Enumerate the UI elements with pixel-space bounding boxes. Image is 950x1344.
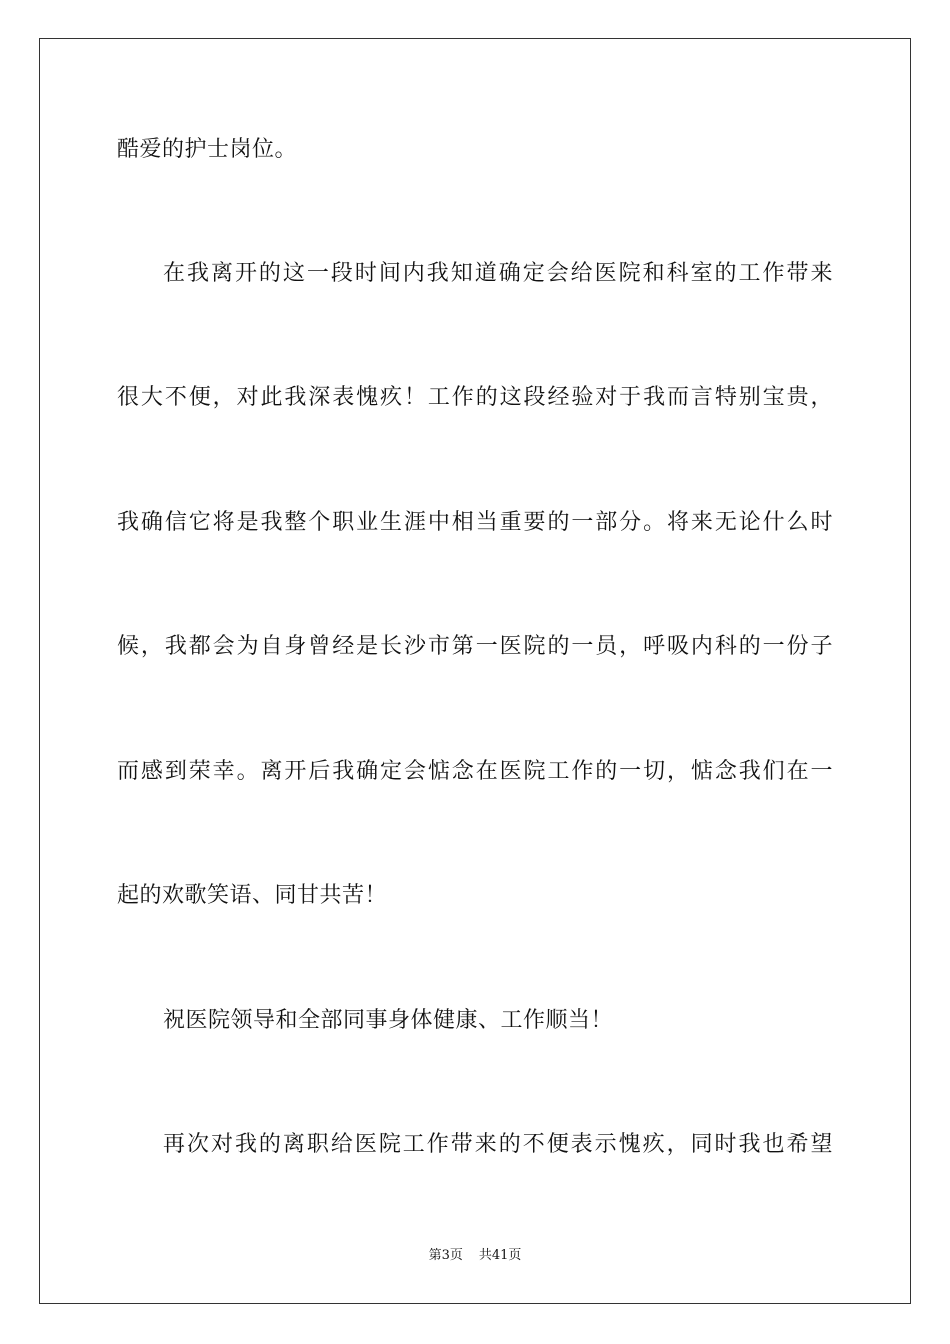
text-line-9: 再次对我的离职给医院工作带来的不便表示愧疚，同时我也希望 — [163, 1132, 833, 1157]
text-line-4: 我确信它将是我整个职业生涯中相当重要的一部分。将来无论什么时 — [117, 510, 833, 535]
text-line-5: 候，我都会为自身曾经是长沙市第一医院的一员，呼吸内科的一份子 — [117, 634, 833, 659]
text-line-3: 很大不便，对此我深表愧疚！工作的这段经验对于我而言特别宝贵， — [117, 385, 833, 410]
page-number: 第3页 — [428, 1248, 463, 1263]
page-total: 共41页 — [478, 1248, 522, 1263]
text-line-2: 在我离开的这一段时间内我知道确定会给医院和科室的工作带来 — [163, 261, 833, 286]
text-line-6: 而感到荣幸。离开后我确定会惦念在医院工作的一切，惦念我们在一 — [117, 759, 833, 784]
page-footer — [0, 1247, 950, 1265]
text-line-7: 起的欢歌笑语、同甘共苦！ — [117, 883, 388, 908]
text-line-1: 酷爱的护士岗位。 — [117, 137, 298, 162]
page-border — [39, 38, 911, 1304]
text-line-8: 祝医院领导和全部同事身体健康、工作顺当！ — [163, 1008, 614, 1033]
